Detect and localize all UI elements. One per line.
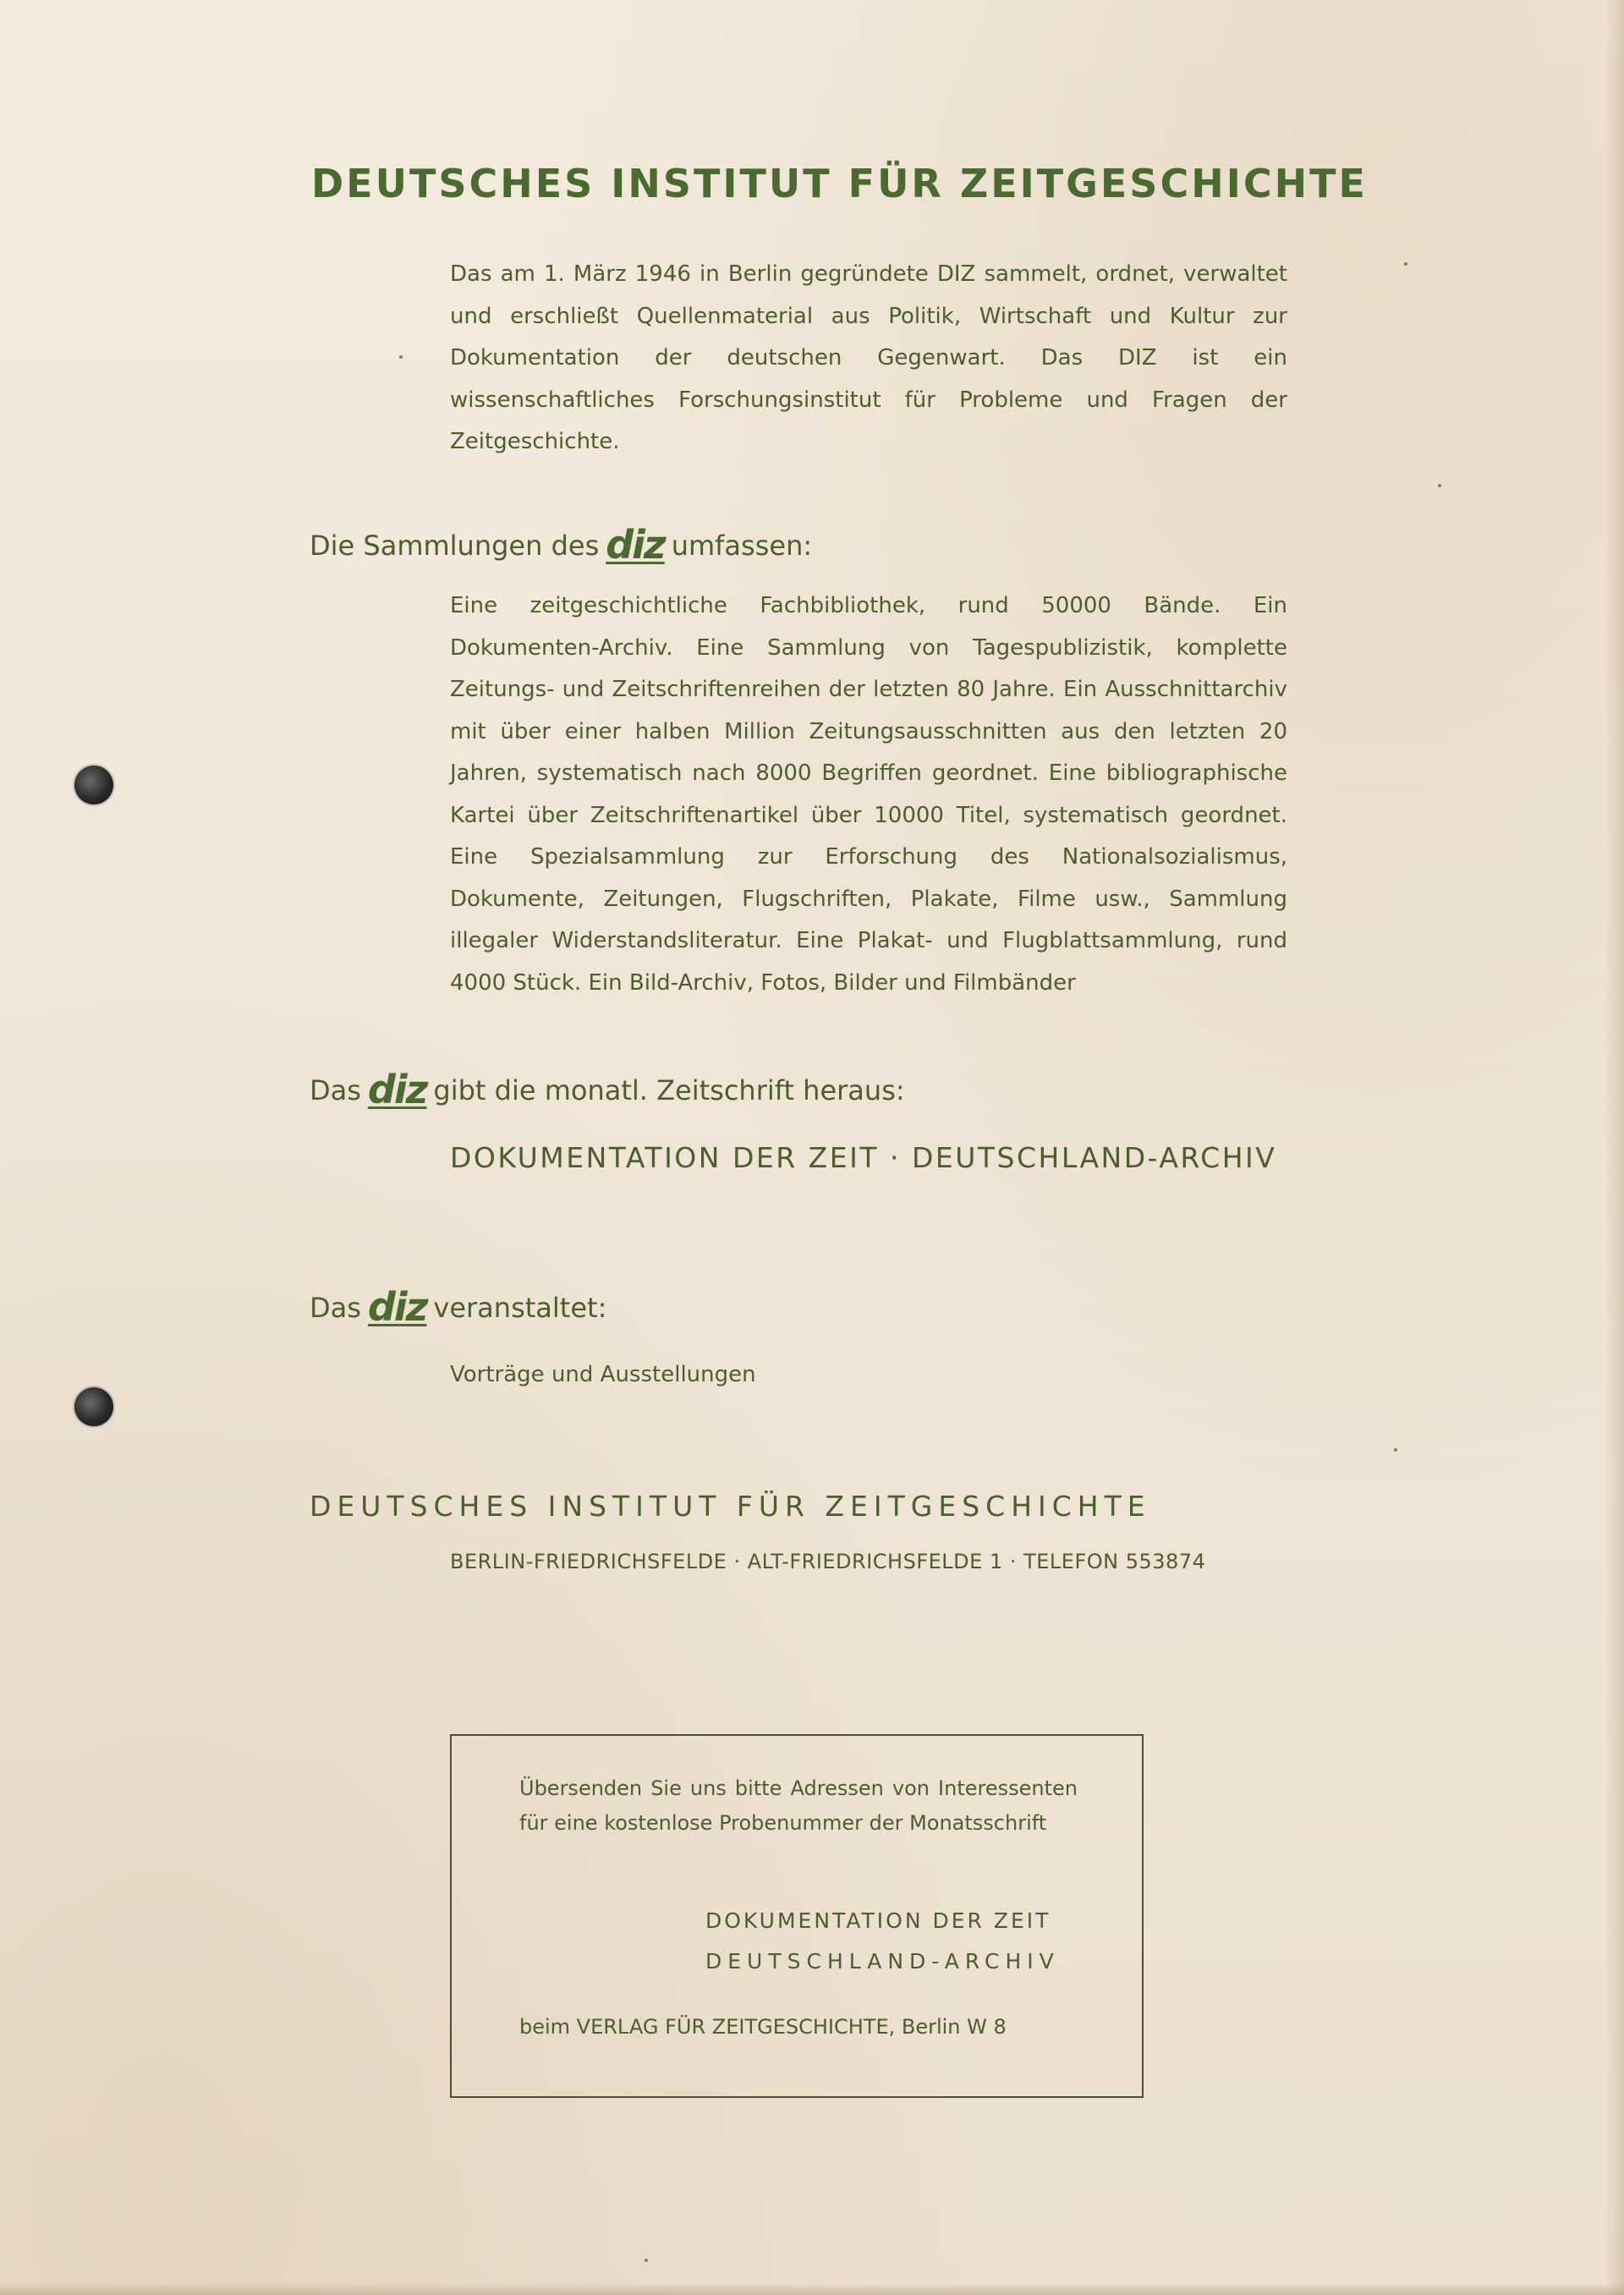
paper-edge-bottom [0,2283,1624,2295]
collections-heading [310,521,812,569]
events-heading [310,1283,606,1331]
diz-logo: diz [606,522,665,568]
collections-heading-before: Die Sammlungen des [310,530,600,562]
paper-speck [1438,484,1441,487]
events-heading-before: Das [310,1292,361,1324]
request-box-text: Übersenden Sie uns bitte Adressen von Interessenten für eine kostenlose Probenummer der Monatsschrift [519,1776,1078,1835]
events-heading-after: veranstaltet: [433,1292,607,1324]
footer-address: BERLIN-FRIEDRICHSFELDE · ALT-FRIEDRICHSFELDE 1 · TELEFON 553874 [450,1550,1206,1573]
page-title: DEUTSCHES INSTITUT FÜR ZEITGESCHICHTE [311,161,1368,206]
request-box-journal [705,1901,1060,1982]
collections-paragraph: Eine zeitgeschichtliche Fachbibliothek, rund 50000 Bände. Ein Dokumenten-Archiv. Eine Sammlung von Tagespublizistik, komplette Zeitungs- und Zeitschriftenreihen der letzten 80 Jahre. Ein Ausschnittarchiv mit über einer halben Million Zeitungsausschnitten aus den letzten 20 Jahren, systematisch nach 8000 Begriffen geordnet. Eine bibliographische Kartei über Zeitschriftenartikel über 10000 Titel, systematisch geordnet. Eine Spezialsammlung zur Erforschung des Nationalsozialismus, Dokumente, Zeitungen, Flugschriften, Plakate, Filme usw., Sammlung illegaler Widerstandsliteratur. Eine Plakat- und Flugblattsammlung, rund 4000 Stück. Ein Bild-Archiv, Fotos, Bilder und Filmbänder [450,593,1287,996]
request-box-journal-line1: DOKUMENTATION DER ZEIT [705,1908,1051,1933]
request-box [450,1734,1144,2098]
paper-edge-right [1605,0,1624,2295]
diz-logo: diz [367,1284,427,1330]
journal-name: DOKUMENTATION DER ZEIT · DEUTSCHLAND-ARCHIV [450,1141,1277,1174]
events-text: Vorträge und Ausstellungen [450,1362,756,1387]
paper-speck [1394,1448,1397,1452]
journal-heading [310,1066,905,1114]
journal-heading-after: gibt die monatl. Zeitschrift heraus: [433,1074,905,1106]
footer-title: DEUTSCHES INSTITUT FÜR ZEITGESCHICHTE [310,1490,1151,1523]
punch-hole-icon [74,766,113,804]
paper-speck [1404,262,1407,266]
journal-heading-before: Das [310,1074,361,1106]
diz-logo: diz [367,1067,427,1112]
punch-hole-icon [74,1387,113,1426]
collections-heading-after: umfassen: [671,530,813,562]
paper-speck [399,355,403,359]
paper-speck [645,2259,648,2262]
request-box-journal-line2: DEUTSCHLAND-ARCHIV [705,1949,1060,1974]
request-box-publisher: beim VERLAG FÜR ZEITGESCHICHTE, Berlin W 8 [519,2015,1007,2039]
intro-paragraph: Das am 1. März 1946 in Berlin gegründete DIZ sammelt, ordnet, verwaltet und erschließt Quellenmaterial aus Politik, Wirtschaft und Kultur zur Dokumentation der deutschen Gegenwart. Das DIZ ist ein wissenschaftliches Forschungsinstitut für Probleme und Fragen der Zeitgeschichte. [450,261,1287,454]
